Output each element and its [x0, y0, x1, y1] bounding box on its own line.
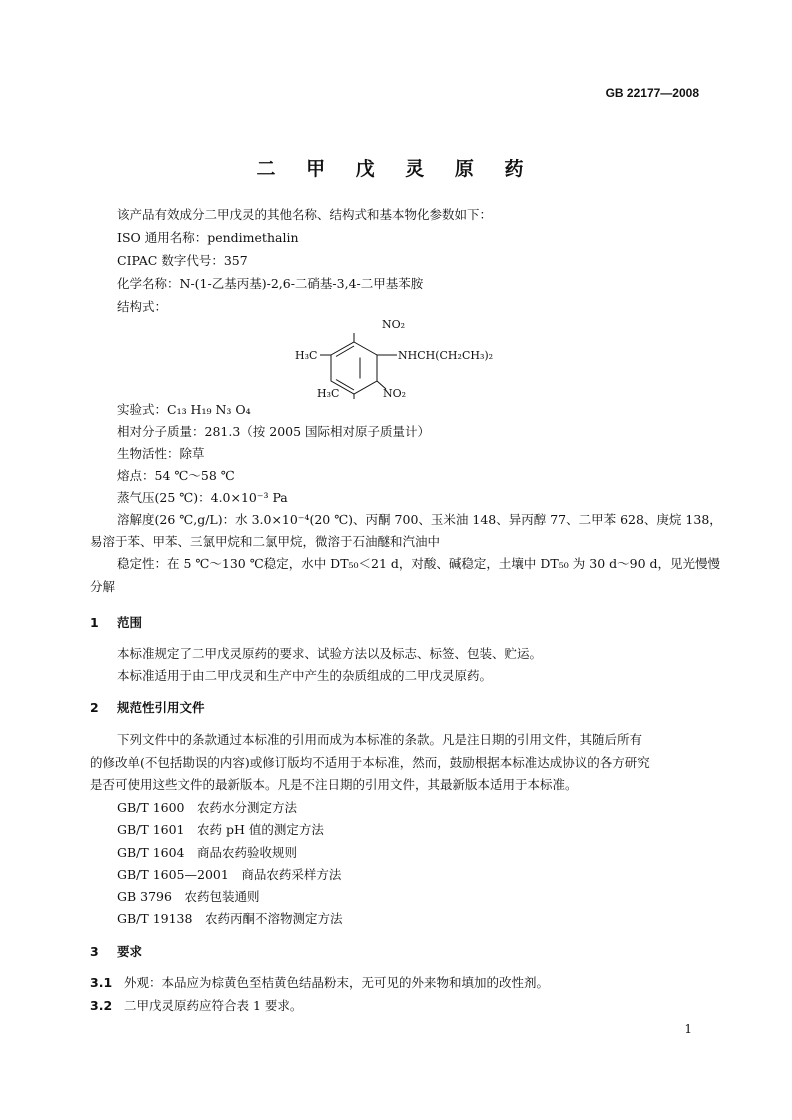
chemical-name: 化学名称：N-(1-乙基丙基)-2,6-二硝基-3,4-二甲基苯胺: [117, 276, 424, 291]
structure-label: 结构式：: [117, 299, 168, 314]
normative-para-line-3: 是否可使用这些文件的最新版本。凡是不注日期的引用文件，其最新版本适用于本标准。: [90, 777, 578, 792]
scope-para-2: 本标准适用于由二甲戊灵和生产中产生的杂质组成的二甲戊灵原药。: [117, 668, 493, 683]
normative-para-line-1: 下列文件中的条款通过本标准的引用而成为本标准的条款。凡是注日期的引用文件，其随后所有: [117, 732, 643, 747]
normative-para-line-2: 的修改单(不包括勘误的内容)或修订版均不适用于本标准，然而，鼓励根据本标准达成协议的各方研究: [90, 755, 650, 770]
scope-para-1: 本标准规定了二甲戊灵原药的要求、试验方法以及标志、标签、包装、贮运。: [117, 646, 543, 661]
left-methyl-group: H₃C: [295, 349, 318, 362]
clause-3-1: [90, 972, 549, 994]
clause-3-1-number: 3.1: [90, 975, 113, 990]
clause-3-2-text: 二甲戊灵原药应符合表 1 要求。: [124, 998, 303, 1013]
section-2-title: 规范性引用文件: [117, 700, 205, 715]
cipac-code: CIPAC 数字代号：357: [117, 253, 248, 268]
reference-item: GB/T 19138 农药丙酮不溶物测定方法: [117, 911, 343, 926]
stability-line-1: 稳定性：在 5 ℃～130 ℃稳定，水中 DT₅₀＜21 d，对酸、碱稳定，土壤中 DT₅₀ 为 30 d～90 d，见光慢慢: [117, 556, 720, 571]
reference-item: GB/T 1604 商品农药验收规则: [117, 845, 298, 860]
section-3-heading: [90, 942, 142, 960]
reference-item: GB/T 1600 农药水分测定方法: [117, 800, 298, 815]
reference-item: GB 3796 农药包装通则: [117, 889, 260, 904]
standard-number: GB 22177—2008: [605, 86, 699, 100]
section-1-title: 范围: [117, 615, 143, 630]
iso-name: ISO 通用名称：pendimethalin: [117, 230, 299, 245]
section-3-number: 3: [90, 944, 99, 959]
structural-formula: [290, 315, 520, 405]
top-nitro-group: NO₂: [382, 318, 406, 331]
solubility-line-1: 溶解度(26 ℃,g/L)：水 3.0×10⁻⁴(20 ℃)、丙酮 700、玉米油 148、异丙醇 77、二甲苯 628、庚烷 138，: [117, 512, 722, 527]
reference-item: GB/T 1601 农药 pH 值的测定方法: [117, 822, 324, 837]
page-title: 二 甲 戊 灵 原 药: [256, 158, 536, 180]
reference-item: GB/T 1605—2001 商品农药采样方法: [117, 867, 342, 882]
clause-3-2: [90, 995, 302, 1017]
section-2-number: 2: [90, 700, 99, 715]
clause-3-1-text: 外观：本品应为棕黄色至桔黄色结晶粉末，无可见的外来物和填加的改性剂。: [124, 975, 550, 990]
empirical-formula: 实验式：C₁₃ H₁₉ N₃ O₄: [117, 402, 251, 417]
molecular-weight: 相对分子质量：281.3（按 2005 国际相对原子质量计）: [117, 424, 431, 439]
vapor-pressure: 蒸气压(25 ℃)：4.0×10⁻³ Pa: [117, 490, 288, 505]
melting-point: 熔点：54 ℃～58 ℃: [117, 468, 235, 483]
stability-line-2: 分解: [90, 579, 116, 594]
clause-3-2-number: 3.2: [90, 998, 113, 1013]
amine-group: NHCH(CH₂CH₃)₂: [398, 349, 494, 362]
section-1-heading: [90, 613, 142, 631]
section-2-heading: [90, 698, 205, 716]
solubility-line-2: 易溶于苯、甲苯、三氯甲烷和二氯甲烷，微溶于石油醚和汽油中: [90, 534, 441, 549]
section-3-title: 要求: [117, 944, 143, 959]
bottom-nitro-group: NO₂: [383, 387, 407, 400]
intro-lead: 该产品有效成分二甲戊灵的其他名称、结构式和基本物化参数如下：: [117, 207, 493, 222]
page-number: 1: [684, 1022, 692, 1036]
biological-activity: 生物活性：除草: [117, 446, 205, 461]
bottom-methyl-group: H₃C: [317, 387, 340, 400]
section-1-number: 1: [90, 615, 99, 630]
